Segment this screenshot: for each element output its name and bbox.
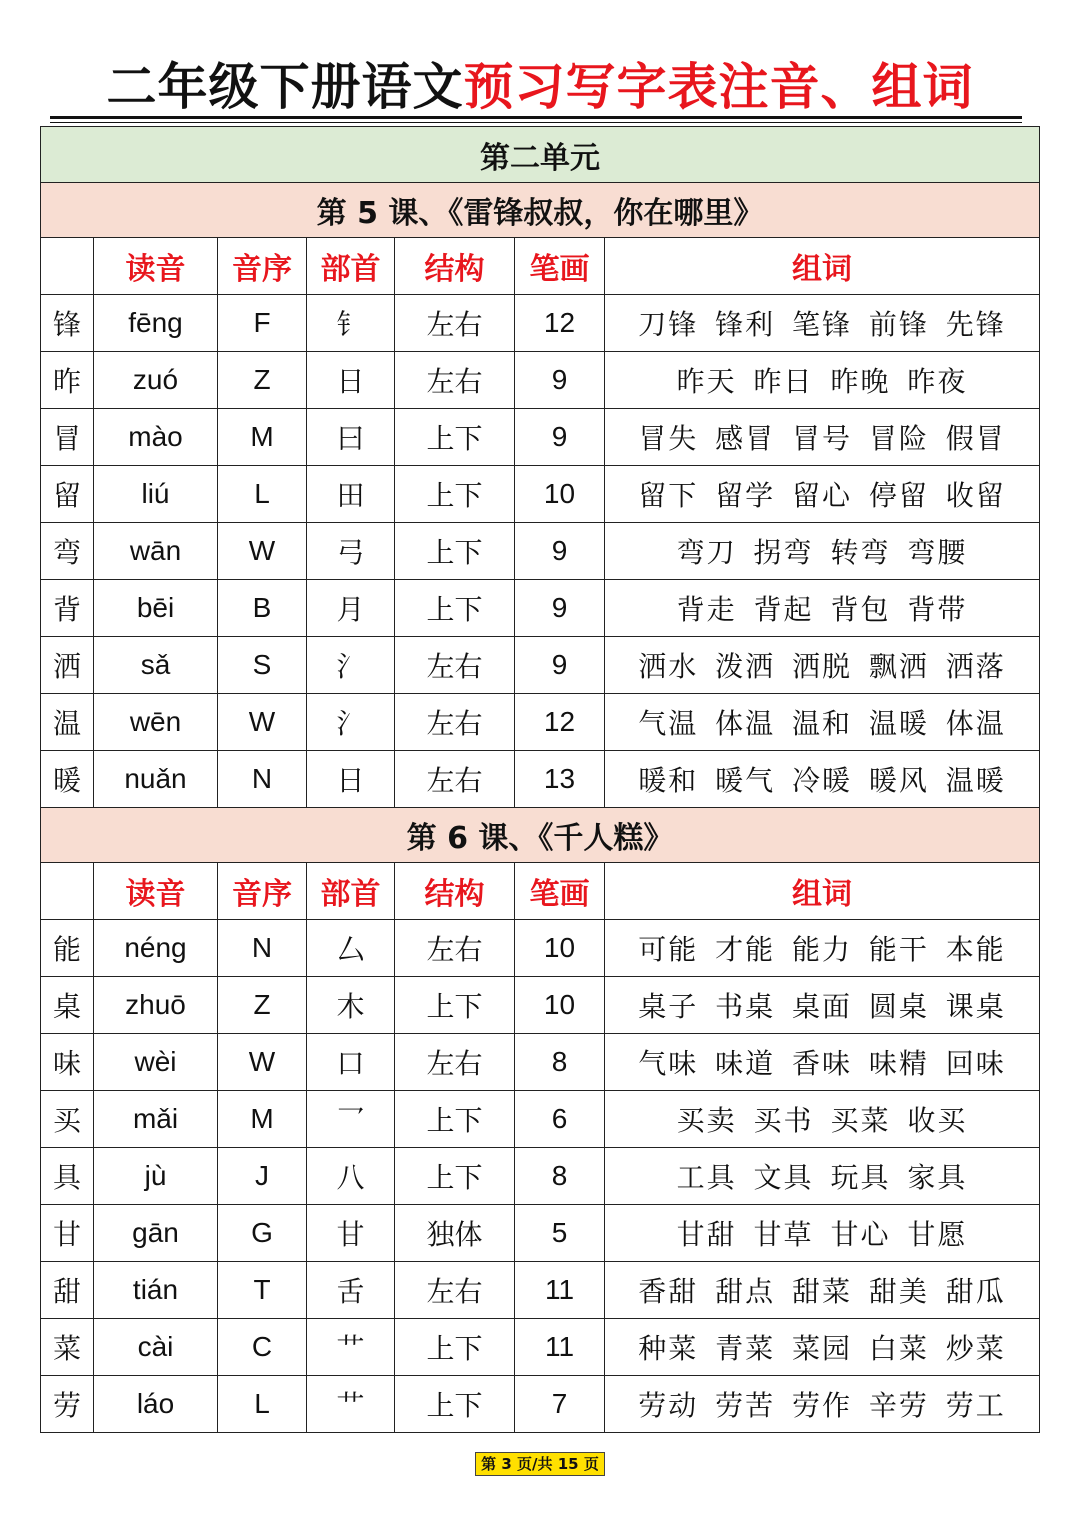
cell-radical: 日	[307, 352, 395, 409]
cell-strokes: 8	[515, 1148, 605, 1205]
cell-radical: 弓	[307, 523, 395, 580]
cell-order: L	[218, 1376, 307, 1433]
cell-words: 买卖 买书 买菜 收买	[605, 1091, 1040, 1148]
cell-order: T	[218, 1262, 307, 1319]
table-row	[41, 1205, 1040, 1262]
title-underline-thin	[50, 122, 1022, 123]
cell-char: 味	[41, 1034, 94, 1091]
cell-radical: 氵	[307, 694, 395, 751]
cell-strokes: 10	[515, 977, 605, 1034]
cell-char: 能	[41, 920, 94, 977]
cell-radical: 田	[307, 466, 395, 523]
column-header: 读音	[94, 238, 218, 295]
cell-words: 背走 背起 背包 背带	[605, 580, 1040, 637]
table-row	[41, 1376, 1040, 1433]
cell-order: F	[218, 295, 307, 352]
cell-radical: 艹	[307, 1376, 395, 1433]
column-header: 音序	[218, 238, 307, 295]
cell-radical: 舌	[307, 1262, 395, 1319]
cell-char: 买	[41, 1091, 94, 1148]
cell-strokes: 9	[515, 637, 605, 694]
cell-words: 种菜 青菜 菜园 白菜 炒菜	[605, 1319, 1040, 1376]
cell-char: 甜	[41, 1262, 94, 1319]
cell-words: 气味 味道 香味 味精 回味	[605, 1034, 1040, 1091]
cell-char: 具	[41, 1148, 94, 1205]
cell-strokes: 10	[515, 920, 605, 977]
cell-pinyin: fēng	[94, 295, 218, 352]
cell-char: 留	[41, 466, 94, 523]
table-row	[41, 466, 1040, 523]
cell-order: G	[218, 1205, 307, 1262]
cell-order: C	[218, 1319, 307, 1376]
table-row	[41, 1262, 1040, 1319]
title-red-part: 预习写字表注音、组词	[463, 58, 974, 116]
cell-pinyin: bēi	[94, 580, 218, 637]
cell-order: Z	[218, 977, 307, 1034]
cell-radical: 曰	[307, 409, 395, 466]
cell-strokes: 9	[515, 409, 605, 466]
title-underline-thick	[50, 116, 1022, 119]
cell-structure: 上下	[395, 1148, 515, 1205]
cell-char: 菜	[41, 1319, 94, 1376]
cell-structure: 左右	[395, 1262, 515, 1319]
cell-words: 甘甜 甘草 甘心 甘愿	[605, 1205, 1040, 1262]
cell-strokes: 6	[515, 1091, 605, 1148]
cell-radical: 口	[307, 1034, 395, 1091]
cell-pinyin: néng	[94, 920, 218, 977]
cell-char: 背	[41, 580, 94, 637]
cell-structure: 左右	[395, 751, 515, 808]
column-header	[41, 238, 94, 295]
lesson-title: 第 5 课、《雷锋叔叔，你在哪里》	[41, 183, 1040, 238]
cell-words: 刀锋 锋利 笔锋 前锋 先锋	[605, 295, 1040, 352]
unit-title: 第二单元	[41, 127, 1040, 183]
cell-strokes: 12	[515, 295, 605, 352]
cell-pinyin: zhuō	[94, 977, 218, 1034]
cell-words: 工具 文具 玩具 家具	[605, 1148, 1040, 1205]
table-row	[41, 352, 1040, 409]
cell-char: 桌	[41, 977, 94, 1034]
cell-pinyin: gān	[94, 1205, 218, 1262]
cell-radical: 八	[307, 1148, 395, 1205]
cell-radical: 月	[307, 580, 395, 637]
cell-char: 劳	[41, 1376, 94, 1433]
column-header: 笔画	[515, 863, 605, 920]
cell-order: W	[218, 694, 307, 751]
cell-strokes: 13	[515, 751, 605, 808]
cell-radical: 日	[307, 751, 395, 808]
table-header-row	[41, 238, 1040, 295]
cell-pinyin: wān	[94, 523, 218, 580]
table-row	[41, 295, 1040, 352]
cell-structure: 上下	[395, 1319, 515, 1376]
lesson-title-row	[41, 808, 1040, 863]
cell-words: 冒失 感冒 冒号 冒险 假冒	[605, 409, 1040, 466]
table-header-row	[41, 863, 1040, 920]
cell-words: 洒水 泼洒 洒脱 飘洒 洒落	[605, 637, 1040, 694]
cell-structure: 上下	[395, 409, 515, 466]
cell-order: M	[218, 1091, 307, 1148]
cell-order: N	[218, 751, 307, 808]
character-table	[40, 126, 1040, 1433]
table-row	[41, 1148, 1040, 1205]
cell-char: 锋	[41, 295, 94, 352]
cell-structure: 上下	[395, 1091, 515, 1148]
cell-structure: 上下	[395, 977, 515, 1034]
page-title	[0, 52, 1080, 122]
unit-row	[41, 127, 1040, 183]
cell-radical: 艹	[307, 1319, 395, 1376]
table-row	[41, 637, 1040, 694]
table-row	[41, 523, 1040, 580]
cell-strokes: 8	[515, 1034, 605, 1091]
lesson-title-row	[41, 183, 1040, 238]
cell-char: 暖	[41, 751, 94, 808]
column-header: 结构	[395, 863, 515, 920]
cell-structure: 上下	[395, 1376, 515, 1433]
cell-structure: 左右	[395, 694, 515, 751]
column-header: 结构	[395, 238, 515, 295]
cell-structure: 左右	[395, 920, 515, 977]
cell-strokes: 11	[515, 1262, 605, 1319]
table-row	[41, 751, 1040, 808]
cell-pinyin: mào	[94, 409, 218, 466]
table-row	[41, 1319, 1040, 1376]
cell-order: S	[218, 637, 307, 694]
cell-order: N	[218, 920, 307, 977]
cell-strokes: 9	[515, 523, 605, 580]
column-header	[41, 863, 94, 920]
cell-words: 香甜 甜点 甜菜 甜美 甜瓜	[605, 1262, 1040, 1319]
cell-strokes: 7	[515, 1376, 605, 1433]
cell-radical: 甘	[307, 1205, 395, 1262]
cell-structure: 上下	[395, 580, 515, 637]
cell-strokes: 9	[515, 352, 605, 409]
cell-structure: 上下	[395, 466, 515, 523]
cell-pinyin: liú	[94, 466, 218, 523]
table-row	[41, 580, 1040, 637]
cell-words: 暖和 暖气 冷暖 暖风 温暖	[605, 751, 1040, 808]
cell-strokes: 5	[515, 1205, 605, 1262]
column-header: 组词	[605, 238, 1040, 295]
table-row	[41, 1091, 1040, 1148]
cell-pinyin: nuǎn	[94, 751, 218, 808]
cell-pinyin: jù	[94, 1148, 218, 1205]
cell-char: 昨	[41, 352, 94, 409]
cell-pinyin: wēn	[94, 694, 218, 751]
cell-radical: 木	[307, 977, 395, 1034]
cell-strokes: 12	[515, 694, 605, 751]
column-header: 音序	[218, 863, 307, 920]
cell-words: 劳动 劳苦 劳作 辛劳 劳工	[605, 1376, 1040, 1433]
cell-pinyin: sǎ	[94, 637, 218, 694]
column-header: 读音	[94, 863, 218, 920]
cell-pinyin: mǎi	[94, 1091, 218, 1148]
column-header: 部首	[307, 238, 395, 295]
cell-strokes: 11	[515, 1319, 605, 1376]
cell-pinyin: tián	[94, 1262, 218, 1319]
table-row	[41, 409, 1040, 466]
cell-words: 留下 留学 留心 停留 收留	[605, 466, 1040, 523]
cell-radical: 乛	[307, 1091, 395, 1148]
table-row	[41, 977, 1040, 1034]
cell-words: 弯刀 拐弯 转弯 弯腰	[605, 523, 1040, 580]
column-header: 组词	[605, 863, 1040, 920]
cell-order: B	[218, 580, 307, 637]
column-header: 笔画	[515, 238, 605, 295]
cell-radical: 厶	[307, 920, 395, 977]
cell-structure: 独体	[395, 1205, 515, 1262]
cell-pinyin: cài	[94, 1319, 218, 1376]
table-row	[41, 1034, 1040, 1091]
page-indicator: 第 3 页/共 15 页	[475, 1452, 605, 1476]
cell-char: 温	[41, 694, 94, 751]
cell-order: L	[218, 466, 307, 523]
cell-pinyin: wèi	[94, 1034, 218, 1091]
cell-strokes: 9	[515, 580, 605, 637]
cell-pinyin: zuó	[94, 352, 218, 409]
cell-words: 昨天 昨日 昨晚 昨夜	[605, 352, 1040, 409]
cell-strokes: 10	[515, 466, 605, 523]
cell-structure: 左右	[395, 352, 515, 409]
cell-words: 可能 才能 能力 能干 本能	[605, 920, 1040, 977]
cell-structure: 左右	[395, 295, 515, 352]
cell-words: 气温 体温 温和 温暖 体温	[605, 694, 1040, 751]
cell-order: W	[218, 523, 307, 580]
cell-words: 桌子 书桌 桌面 圆桌 课桌	[605, 977, 1040, 1034]
cell-order: M	[218, 409, 307, 466]
table-row	[41, 694, 1040, 751]
cell-order: J	[218, 1148, 307, 1205]
cell-char: 弯	[41, 523, 94, 580]
cell-structure: 左右	[395, 1034, 515, 1091]
table-row	[41, 920, 1040, 977]
cell-pinyin: láo	[94, 1376, 218, 1433]
cell-structure: 上下	[395, 523, 515, 580]
cell-order: Z	[218, 352, 307, 409]
lesson-title: 第 6 课、《千人糕》	[41, 808, 1040, 863]
column-header: 部首	[307, 863, 395, 920]
cell-char: 洒	[41, 637, 94, 694]
cell-char: 甘	[41, 1205, 94, 1262]
cell-radical: 钅	[307, 295, 395, 352]
title-black-part: 二年级下册语文	[106, 58, 464, 116]
cell-char: 冒	[41, 409, 94, 466]
cell-radical: 氵	[307, 637, 395, 694]
cell-structure: 左右	[395, 637, 515, 694]
cell-order: W	[218, 1034, 307, 1091]
